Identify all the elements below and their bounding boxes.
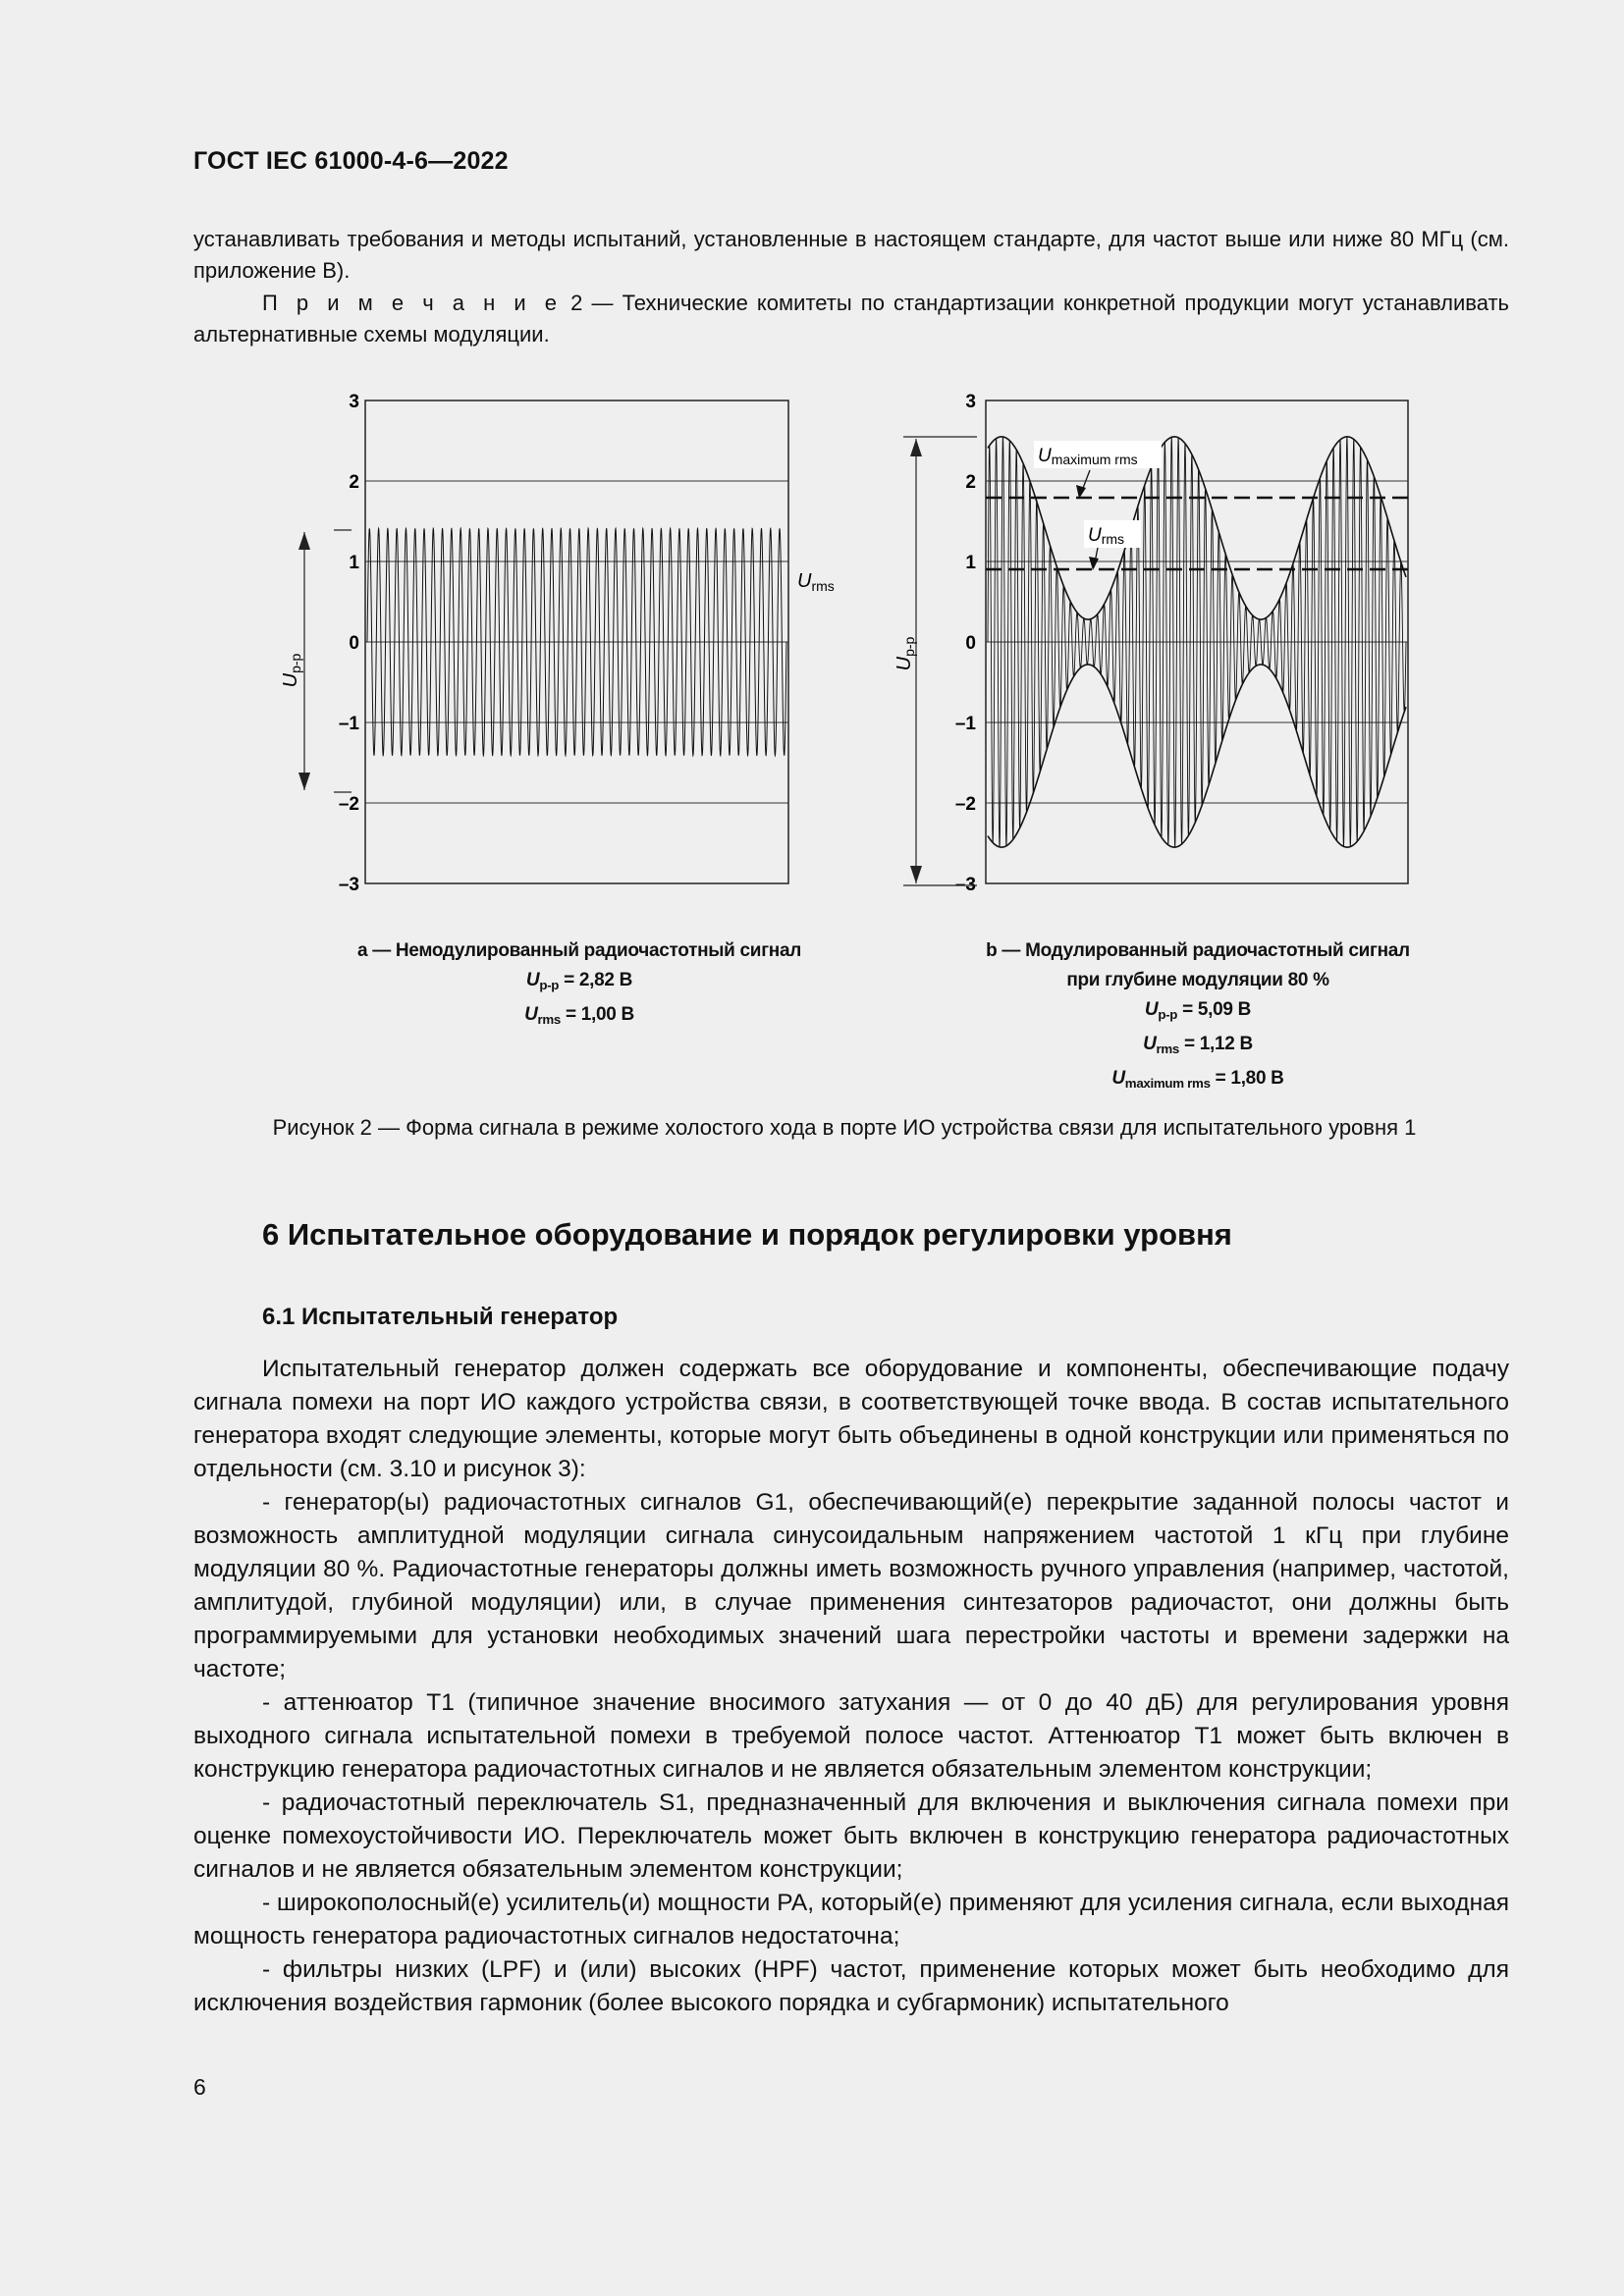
y-tick-label: –1: [338, 714, 359, 734]
panel-a-urms: $U_{rms} = 1,00$ В: [524, 1003, 634, 1027]
chart-panel-b: [893, 392, 1408, 895]
y-tick-label: –1: [954, 714, 976, 734]
body-paragraph: Испытательный генератор должен содержать все оборудование и компоненты, обеспечивающие подачу сигнала помехи на порт ИО каждого устройства связи, в соответствующей точке ввода. В состав испытательного генератора входят следующие элементы, которые могут быть объединены в одной конструкции или применяться по отдельности (см. 3.10 и рисунок 3):: [193, 1356, 1509, 1482]
panel-b-title-1: b — Модулированный радиочастотный сигнал: [986, 940, 1410, 961]
note-paragraph: [193, 288, 1509, 350]
y-tick-label: 3: [349, 392, 359, 412]
panel-b-urms: $U_{rms} = 1,12$ В: [1143, 1033, 1253, 1056]
upp-label-a: $U_{p-p}$: [280, 653, 303, 688]
upp-label-b: $U_{p-p}$: [893, 636, 917, 671]
panel-b-upp: $U_{p-p} = 5,09$ В: [1144, 999, 1252, 1022]
chart-panel-a: [280, 392, 835, 895]
body-paragraph: - фильтры низких (LPF) и (или) высоких (HPF) частот, применение которых может быть необходимо для исключения воздействия гармоник (более высокого порядка и субгармоник) испытательного: [193, 1956, 1509, 2016]
page-number: 6: [193, 2074, 206, 2100]
y-tick-labels-a: [339, 392, 360, 895]
note-label: П р и м е ч а н и е: [262, 291, 563, 315]
y-tick-labels-b: [955, 392, 977, 895]
figure-caption: Рисунок 2 — Форма сигнала в режиме холостого хода в порте ИО устройства связи для испытательного уровня 1: [272, 1115, 1417, 1140]
urms-label-a: $U_{rms}$: [797, 570, 835, 594]
body-paragraph: - генератор(ы) радиочастотных сигналов G1, обеспечивающий(е) перекрытие заданной полосы частот и возможность амплитудной модуляции сигнала синусоидальным напряжением частотой 1 кГц при глубине модуляции 80 %. Радиочастотные генераторы должны иметь возможность ручного управления (например, частотой, амплитудой, глубиной модуляции) или, в случае применения синтезаторов радиочастот, они должны быть программируемыми для установки необходимых значений шага перестройки частоты и времени задержки на частоте;: [193, 1489, 1509, 1682]
intro-paragraph: устанавливать требования и методы испытаний, установленные в настоящем стандарте, для частот выше или ниже 80 МГц (см. приложение В).: [193, 227, 1509, 283]
body-paragraph: - радиочастотный переключатель S1, предназначенный для включения и выключения сигнала помехи при оценке помехоустойчивости ИО. Переключатель может быть включен в конструкцию генератора радиочастотных сигналов и не является обязательным элементом конструкции;: [193, 1789, 1509, 1883]
panel-b-umax: $U_{maximum rms} = 1,80$ В: [1111, 1067, 1284, 1091]
section-title: 6 Испытательное оборудование и порядок регулировки уровня: [262, 1217, 1232, 1252]
panel-a-upp: $U_{p-p} = 2,82$ В: [525, 970, 633, 992]
section-body: [193, 1353, 1509, 2020]
y-tick-label: 1: [965, 553, 976, 573]
y-tick-label: 3: [965, 392, 976, 412]
y-tick-label: 0: [349, 633, 359, 654]
panel-a-title: a — Немодулированный радиочастотный сигнал: [356, 940, 802, 961]
panel-b-title-2: при глубине модуляции 80 %: [1066, 970, 1329, 990]
panel-a-caption: [285, 936, 874, 1035]
note-text: 2 — Технические комитеты по стандартизации конкретной продукции могут устанавливать альтернативные схемы модуляции.: [193, 291, 1509, 347]
document-header: ГОСТ IEC 61000-4-6—2022: [193, 147, 509, 175]
body-paragraph: - широкополосный(е) усилитель(и) мощности РА, который(е) применяют для усиления сигнала, если выходная мощность генератора радиочастотных сигналов недостаточна;: [193, 1890, 1509, 1949]
y-tick-label: –2: [954, 794, 976, 815]
svg-text:Urms: Urms: [1088, 525, 1125, 547]
panel-b-caption: [903, 936, 1492, 1098]
svg-text:Umaximum rms: Umaximum rms: [1038, 446, 1138, 467]
y-tick-label: –3: [338, 875, 359, 895]
y-tick-label: –2: [338, 794, 359, 815]
subsection-title: 6.1 Испытательный генератор: [262, 1304, 619, 1330]
y-tick-label: 1: [349, 553, 359, 573]
upp-arrow-a: [298, 530, 352, 792]
body-paragraph: - аттенюатор Т1 (типичное значение вносимого затухания — от 0 до 40 дБ) для регулирования уровня выходного сигнала испытательной помехи в требуемой полосе частот. Аттенюатор Т1 может быть включен в конструкцию генератора радиочастотных сигналов и не является обязательным элементом конструкции;: [193, 1689, 1509, 1783]
y-tick-label: 2: [349, 472, 359, 493]
y-tick-label: 0: [965, 633, 976, 654]
y-tick-label: –3: [954, 875, 976, 895]
y-tick-label: 2: [965, 472, 976, 493]
